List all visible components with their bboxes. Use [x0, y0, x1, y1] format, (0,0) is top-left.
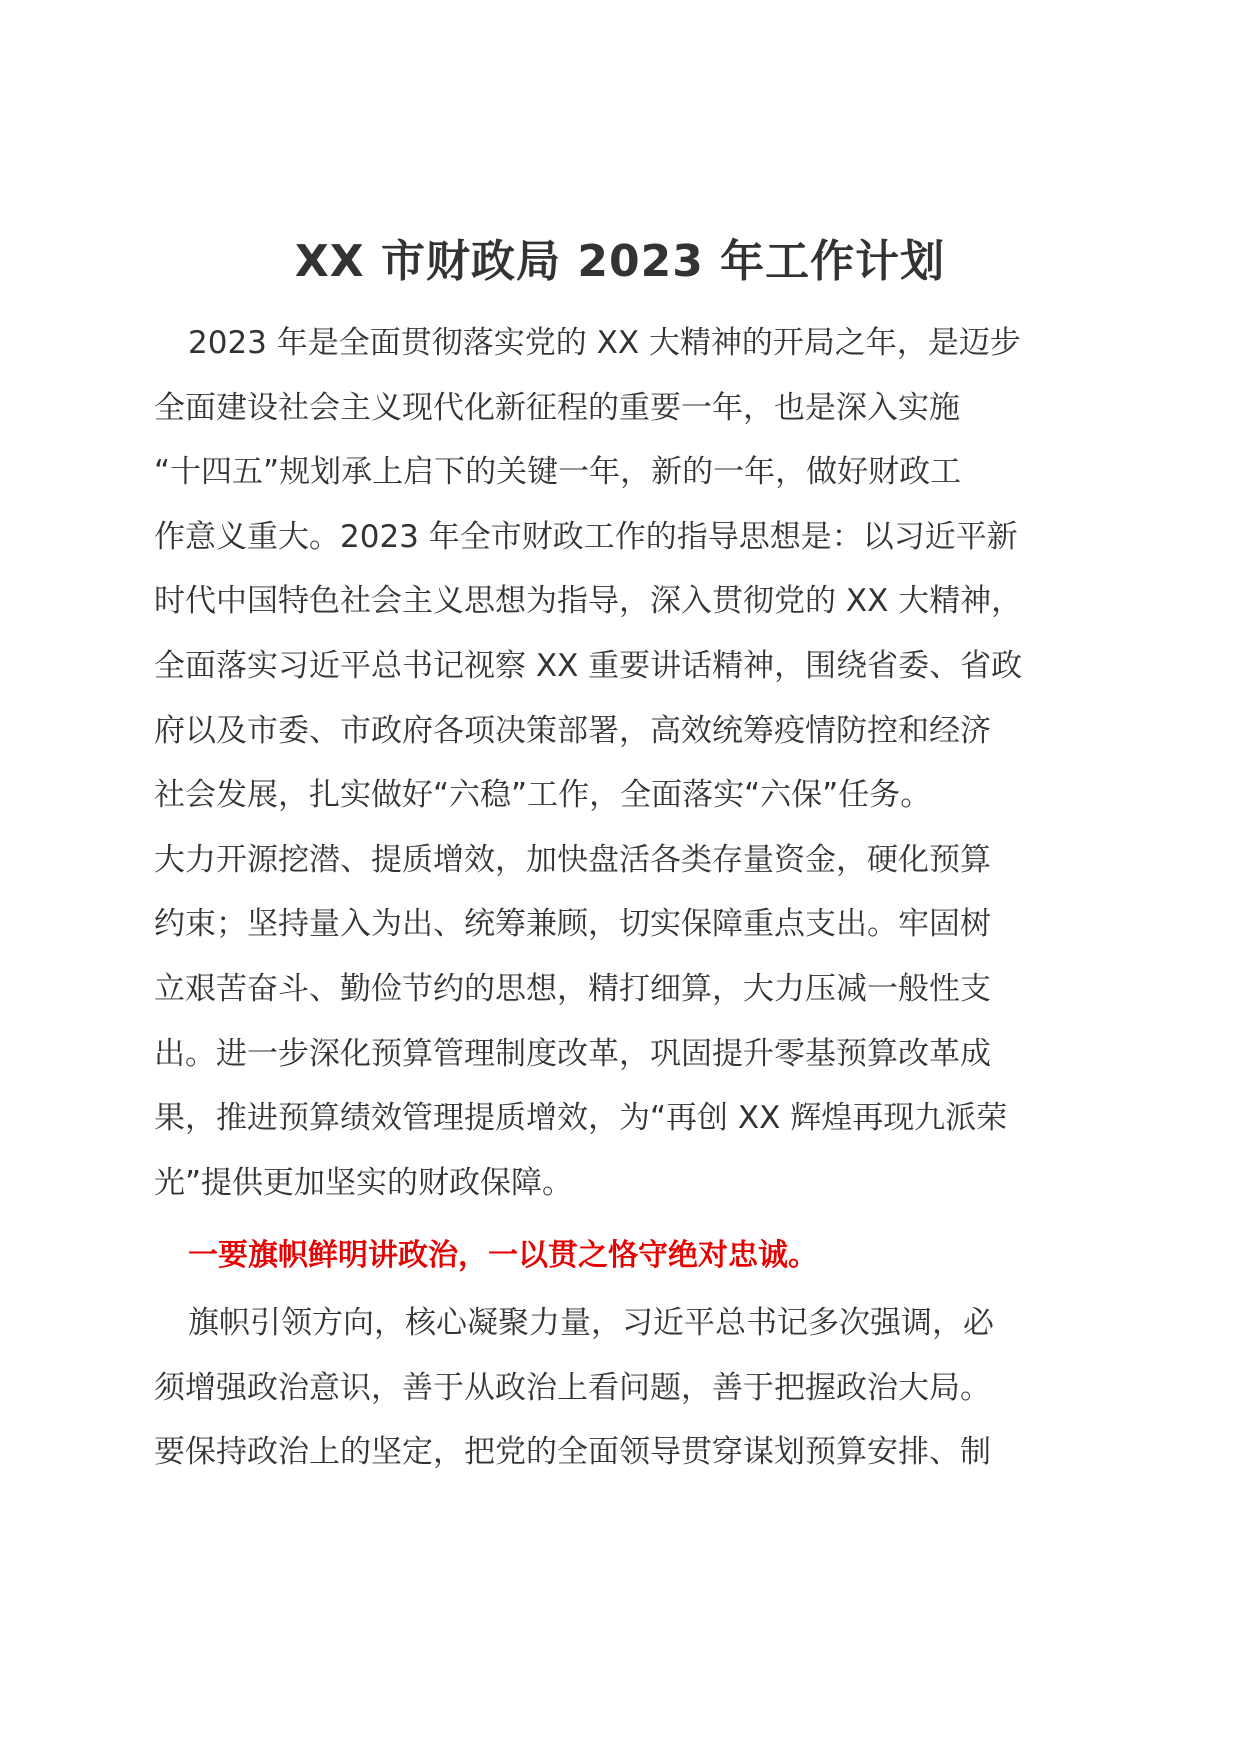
paragraph-line: 旗帜引领方向，核心凝聚力量，习近平总书记多次强调，必: [188, 1305, 994, 1341]
section-heading-1: [154, 1224, 1094, 1289]
paragraph-line: 立艰苦奋斗、勤俭节约的思想，精打细算，大力压减一般性支: [154, 970, 991, 1007]
paragraph-line: 须增强政治意识，善于从政治上看问题，善于把握政治大局。: [154, 1369, 991, 1406]
paragraph-line: 果，推进预算绩效管理提质增效，为“再创 XX 辉煌再现九派荣: [154, 1100, 1008, 1137]
paragraph-line: “十四五”规划承上启下的关键一年，新的一年，做好财政工: [154, 454, 962, 491]
paragraph-line: 作意义重大。2023 年全市财政工作的指导思想是：以习近平新: [154, 518, 1018, 555]
document-title: XX 市财政局 2023 年工作计划: [294, 236, 946, 287]
paragraph-line: 全面落实习近平总书记视察 XX 重要讲话精神，围绕省委、省政: [154, 647, 1023, 684]
paragraph-line: 社会发展，扎实做好“六稳”工作，全面落实“六保”任务。: [154, 777, 932, 814]
paragraph-line: 光”提供更加坚实的财政保障。: [154, 1164, 574, 1201]
paragraph-line: 府以及市委、市政府各项决策部署，高效统筹疫情防控和经济: [154, 712, 991, 749]
paragraph-line: 要保持政治上的坚定，把党的全面领导贯穿谋划预算安排、制: [154, 1434, 991, 1471]
paragraph-1: [154, 311, 1094, 1215]
paragraph-line: 全面建设社会主义现代化新征程的重要一年，也是深入实施: [154, 389, 960, 426]
section-heading-text: 一要旗帜鲜明讲政治，一以贯之恪守绝对忠诚。: [188, 1238, 818, 1273]
paragraph-2: [154, 1291, 1094, 1485]
paragraph-line: 大力开源挖潜、提质增效，加快盘活各类存量资金，硬化预算: [154, 841, 991, 878]
paragraph-line: 约束；坚持量入为出、统筹兼顾，切实保障重点支出。牢固树: [154, 906, 991, 943]
paragraph-line: 出。进一步深化预算管理制度改革，巩固提升零基预算改革成: [154, 1035, 991, 1072]
paragraph-line: 2023 年是全面贯彻落实党的 XX 大精神的开局之年，是迈步: [188, 325, 1021, 361]
paragraph-line: 时代中国特色社会主义思想为指导，深入贯彻党的 XX 大精神，: [154, 583, 1023, 620]
